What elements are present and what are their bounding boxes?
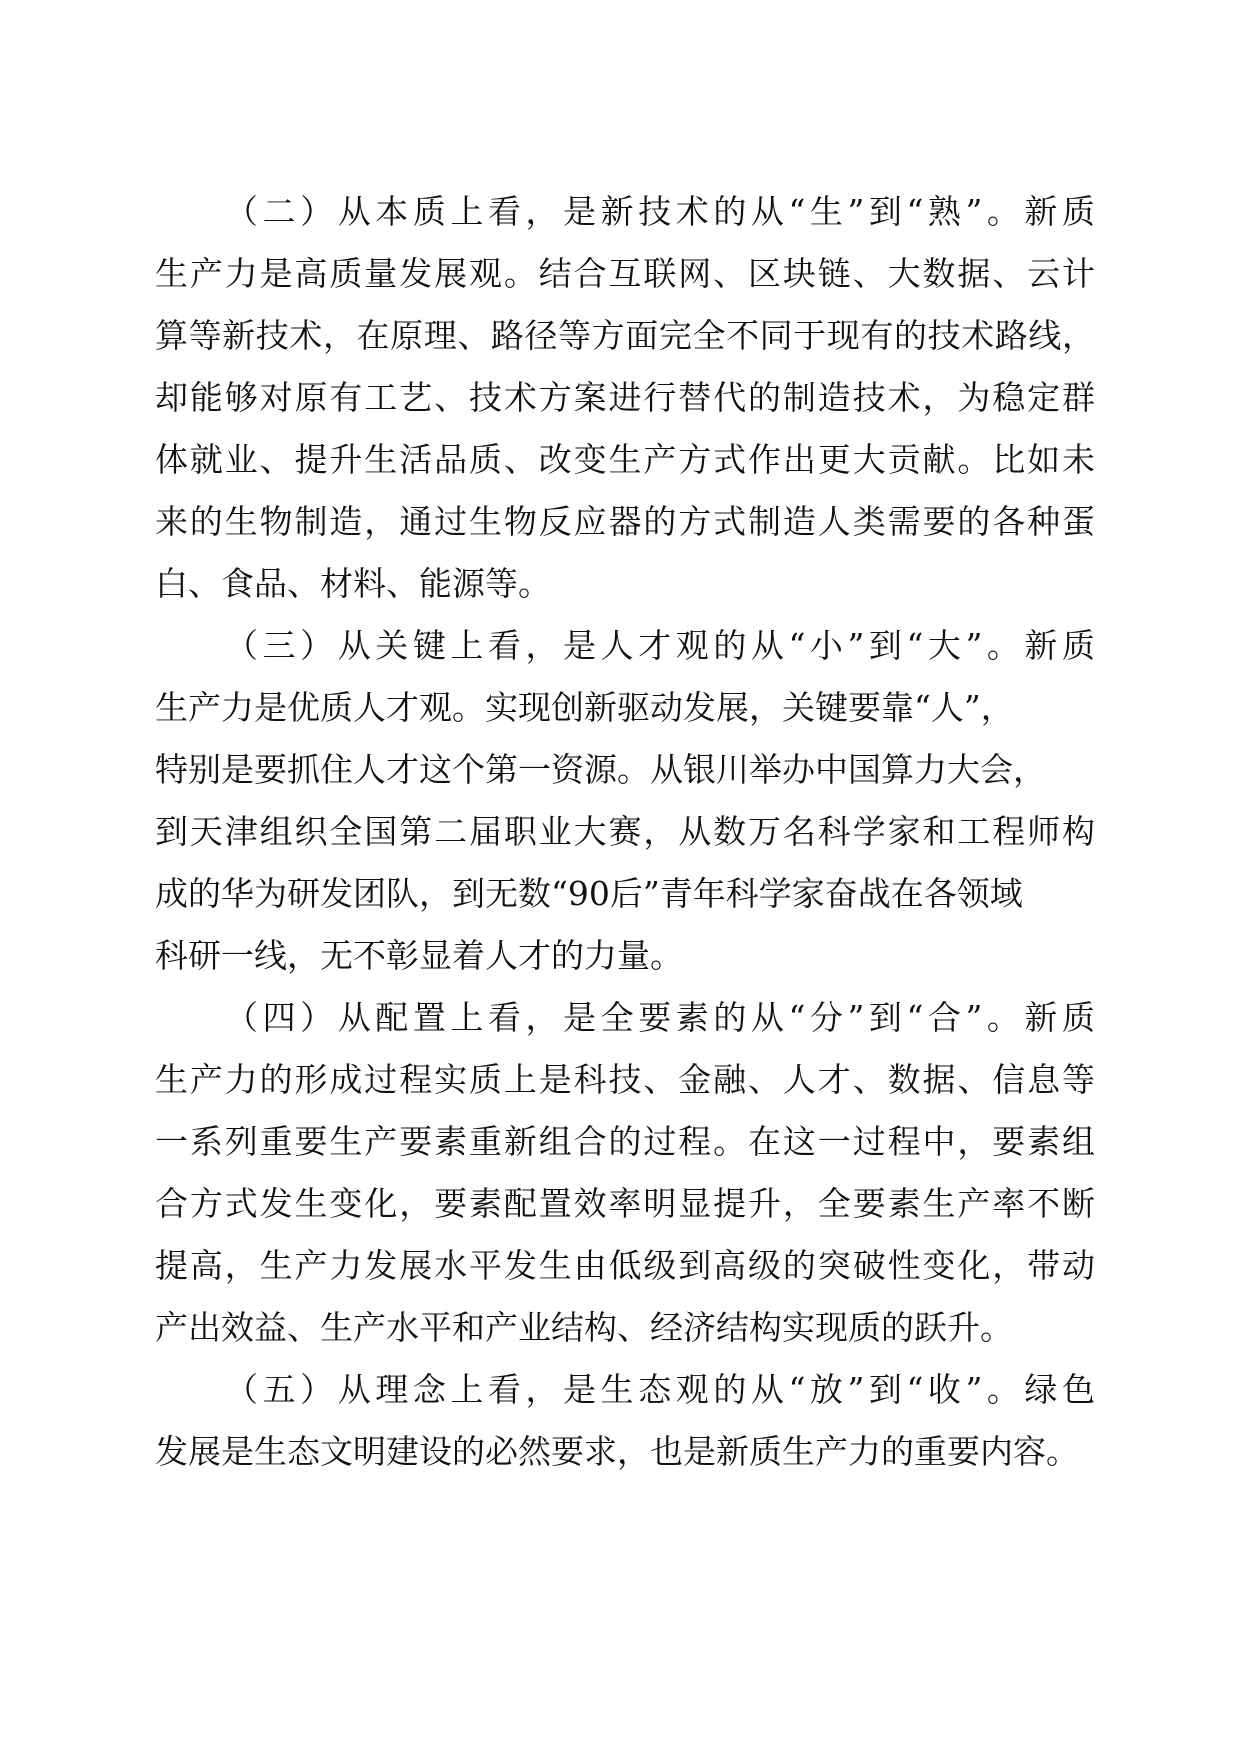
section-5-heading-line: （五）从理念上看，是生态观的从“放”到“收”。绿色 [225, 1370, 1095, 1409]
paragraph-line: 产出效益、生产水平和产业结构、经济结构实现质的跃升。 [155, 1308, 1013, 1347]
paragraph-line: 生产力的形成过程实质上是科技、金融、人才、数据、信息等 [155, 1060, 1095, 1099]
document-body [155, 181, 1095, 1483]
paragraph-line: 科研一线，无不彰显着人才的力量。 [155, 936, 683, 975]
section-3-heading-line: （三）从关键上看，是人才观的从“小”到“大”。新质 [225, 626, 1095, 665]
paragraph-line: 来的生物制造，通过生物反应器的方式制造人类需要的各种蛋 [155, 502, 1095, 541]
paragraph-line: 一系列重要生产要素重新组合的过程。在这一过程中，要素组 [155, 1122, 1095, 1161]
section-4-heading-line: （四）从配置上看，是全要素的从“分”到“合”。新质 [225, 998, 1095, 1037]
paragraph-line: 提高，生产力发展水平发生由低级到高级的突破性变化，带动 [155, 1246, 1095, 1285]
paragraph-line: 发展是生态文明建设的必然要求，也是新质生产力的重要内容。 [155, 1432, 1079, 1471]
paragraph-line: 特别是要抓住人才这个第一资源。从银川举办中国算力大会， [155, 750, 1046, 789]
paragraph-line: 白、食品、材料、能源等。 [155, 564, 551, 603]
paragraph-line: 却能够对原有工艺、技术方案进行替代的制造技术，为稳定群 [155, 378, 1095, 417]
section-2-heading-line: （二）从本质上看，是新技术的从“生”到“熟”。新质 [225, 192, 1095, 231]
paragraph-line: 成的华为研发团队，到无数“90后”青年科学家奋战在各领域 [155, 874, 1023, 913]
paragraph-line: 生产力是优质人才观。实现创新驱动发展，关键要靠“人”， [155, 688, 1014, 727]
paragraph-line: 生产力是高质量发展观。结合互联网、区块链、大数据、云计 [155, 254, 1095, 293]
paragraph-line: 到天津组织全国第二届职业大赛，从数万名科学家和工程师构 [155, 812, 1095, 851]
paragraph-line: 体就业、提升生活品质、改变生产方式作出更大贡献。比如未 [155, 440, 1095, 479]
paragraph-line: 算等新技术，在原理、路径等方面完全不同于现有的技术路线， [155, 316, 1095, 355]
paragraph-line: 合方式发生变化，要素配置效率明显提升，全要素生产率不断 [155, 1184, 1095, 1223]
